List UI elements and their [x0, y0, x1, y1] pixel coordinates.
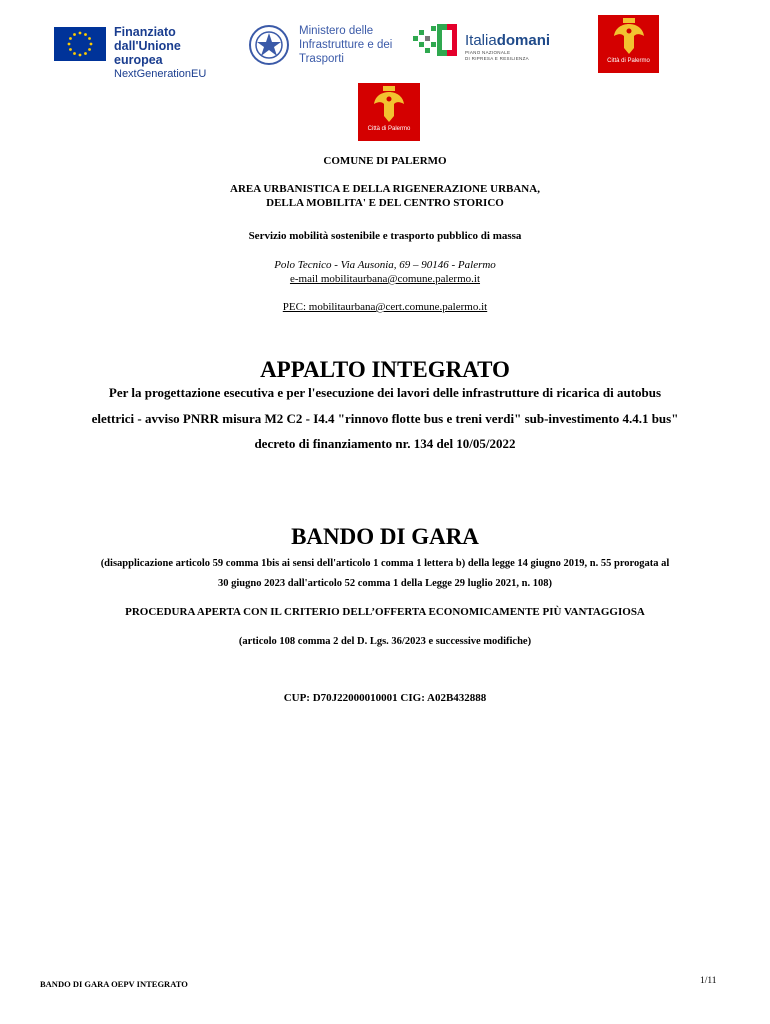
page-number: 1/11: [700, 976, 717, 986]
eu-funding-logo: [54, 25, 224, 80]
procedura-text: PROCEDURA APERTA CON IL CRITERIO DELL’OFFERTA ECONOMICAMENTE PIÙ VANTAGGIOSA: [125, 606, 645, 618]
pec-link[interactable]: PEC: mobilitaurbana@cert.comune.palermo.it: [282, 301, 488, 313]
bando-title: BANDO DI GARA: [291, 524, 479, 549]
eu-star-icon: [79, 32, 82, 35]
eu-star-icon: [68, 43, 71, 46]
palermo-logo-caption: Città di Palermo: [607, 58, 650, 64]
italiadomani-sub2: DI RIPRESA E RESILIENZA: [465, 56, 529, 61]
eu-logo-line1: Finanziato: [114, 25, 176, 39]
area-line1: AREA URBANISTICA E DELLA RIGENERAZIONE URBANA,: [230, 183, 540, 195]
eu-star-icon: [69, 37, 72, 40]
italian-republic-emblem-icon: [248, 24, 290, 66]
articolo-text: (articolo 108 comma 2 del D. Lgs. 36/2023 e successive modifiche): [238, 636, 532, 647]
footer-document-label: BANDO DI GARA OEPV INTEGRATO: [40, 979, 188, 989]
eu-star-icon: [84, 52, 87, 55]
eu-star-icon: [88, 48, 91, 51]
comune-name: COMUNE DI PALERMO: [323, 155, 447, 167]
cup-cig-codes: CUP: D70J22000010001 CIG: A02B432888: [283, 692, 487, 704]
title-line2: elettrici - avviso PNRR misura M2 C2 - I4.4 "rinnovo flotte bus e treni verdi" sub-investimento 4.4.1 bus": [91, 411, 679, 426]
italiadomani-part1: Italia: [465, 32, 497, 49]
eu-star-icon: [79, 54, 82, 57]
eu-logo-line3: NextGenerationEU: [114, 68, 207, 80]
email-link[interactable]: e-mail mobilitaurbana@comune.palermo.it: [289, 273, 481, 285]
italiadomani-logo: [411, 20, 561, 64]
palermo-logo-top: [598, 15, 659, 73]
eu-star-icon: [73, 52, 76, 55]
italiadomani-part2: domani: [496, 32, 551, 49]
italiadomani-mark-icon: [411, 22, 461, 60]
ministero-line2: Infrastrutture e dei: [299, 39, 393, 51]
ministero-logo: [248, 22, 398, 68]
eu-logo-line2: dall'Unione europea: [114, 39, 181, 67]
title-line1: Per la progettazione esecutiva e per l'esecuzione dei lavori delle infrastrutture di ricarica di autobus: [108, 385, 662, 400]
eu-star-icon: [69, 48, 72, 51]
palermo-logo-center: [358, 83, 420, 141]
ministero-line1: Ministero delle: [299, 25, 374, 37]
palermo-eagle-icon: [372, 86, 406, 126]
address: Polo Tecnico - Via Ausonia, 69 – 90146 - Palermo: [274, 259, 496, 271]
eu-flag-icon: [54, 27, 106, 61]
disapplicazione-line2: 30 giugno 2023 dall'articolo 52 comma 1 della Legge 29 luglio 2021, n. 108): [218, 578, 552, 589]
palermo-logo-caption: Città di Palermo: [367, 126, 411, 132]
eu-star-icon: [88, 37, 91, 40]
disapplicazione-line1: (disapplicazione articolo 59 comma 1bis ai sensi dell'articolo 1 comma 1 lettera b) della legge 14 giugno 2019, n. 55 prorogata al: [100, 558, 670, 569]
title-line3: decreto di finanziamento nr. 134 del 10/05/2022: [254, 436, 516, 451]
eu-star-icon: [90, 43, 93, 46]
area-line2: DELLA MOBILITA' E DEL CENTRO STORICO: [266, 197, 504, 209]
italiadomani-sub1: PIANO NAZIONALE: [465, 50, 511, 55]
ministero-line3: Trasporti: [299, 53, 344, 65]
palermo-eagle-icon: [612, 18, 646, 58]
servizio-name: Servizio mobilità sostenibile e trasporto pubblico di massa: [248, 230, 522, 242]
eu-star-icon: [84, 33, 87, 36]
eu-star-icon: [73, 33, 76, 36]
document-title: APPALTO INTEGRATO: [260, 357, 510, 382]
